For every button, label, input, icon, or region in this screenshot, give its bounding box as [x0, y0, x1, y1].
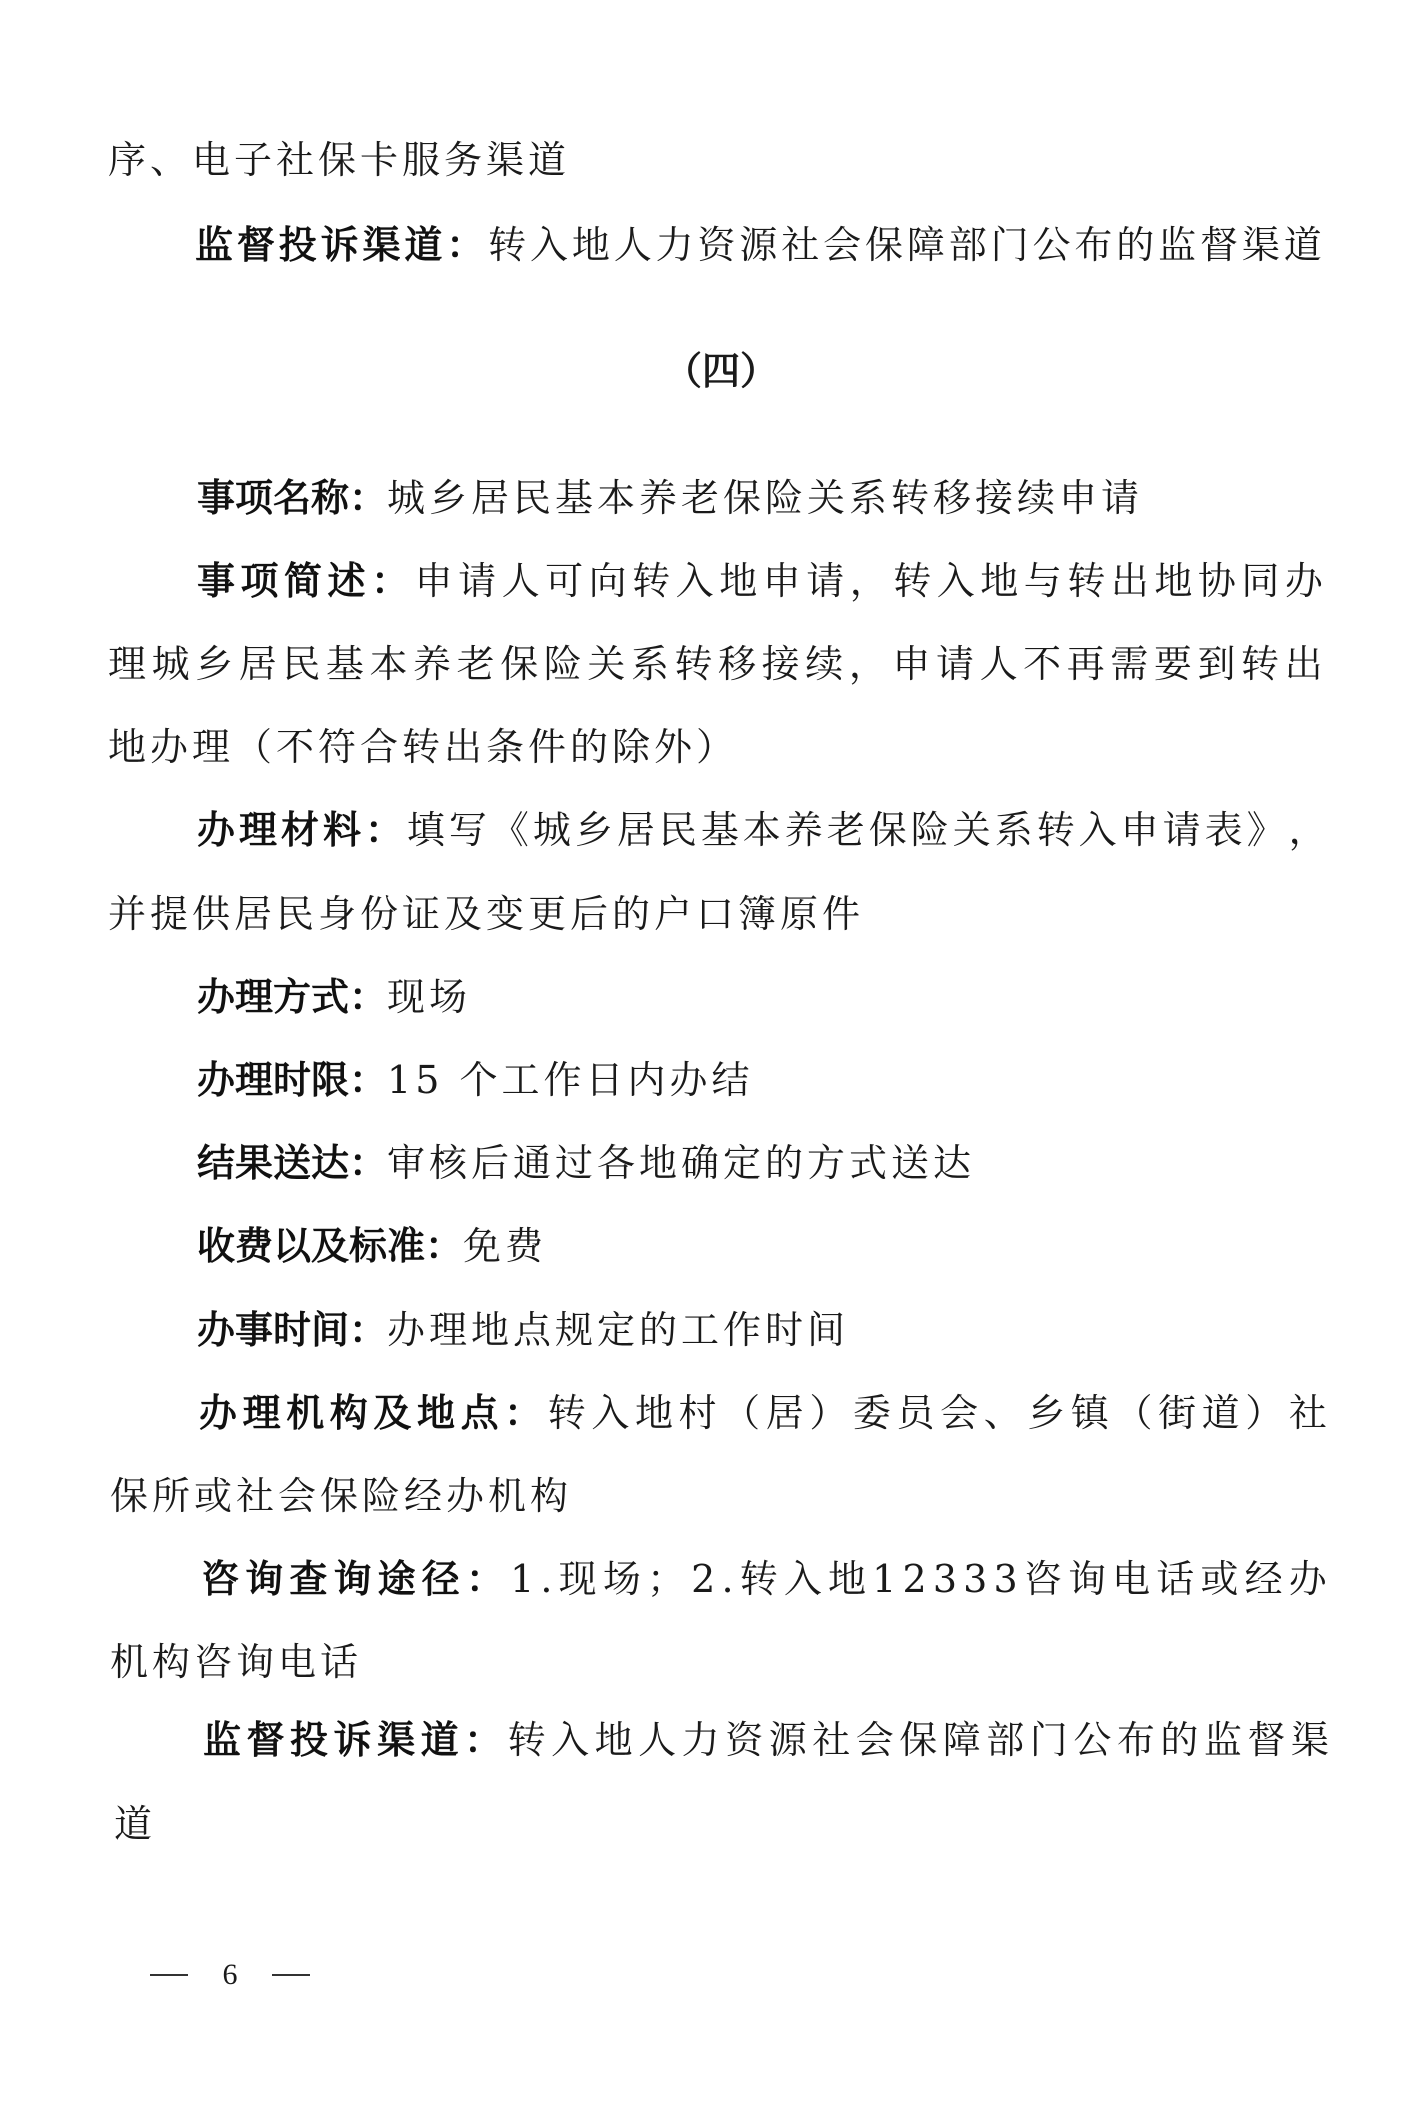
complaint-line-1-char: 入	[551, 1718, 590, 1762]
result-value: 审核后通过各地确定的方式送达	[387, 1141, 976, 1185]
complaint-line-1-char: 的	[1160, 1718, 1199, 1762]
agency-row	[199, 1389, 1327, 1437]
materials-line-1-char: 请	[1162, 808, 1201, 852]
summary-line-1-char: 同	[1241, 559, 1280, 603]
inquiry-line-1-char: 3	[963, 1557, 988, 1601]
fee-label: 收费以及标准：	[197, 1224, 464, 1268]
prev-supervision-value-char: 入	[530, 223, 569, 267]
prev-supervision-value-char: 转	[488, 223, 527, 267]
agency-line-1-char: 委	[852, 1391, 891, 1435]
agency-line-1-char: 镇	[1070, 1391, 1109, 1435]
summary-line-1-char: 向	[588, 559, 627, 603]
inquiry-line-1-char: 询	[1067, 1557, 1106, 1601]
continuation-text: 序、电子社保卡服务渠道	[108, 138, 571, 182]
summary-line-2-char: 本	[369, 642, 408, 686]
summary-line-2-char: 民	[282, 642, 321, 686]
complaint-line-1-char: 人	[638, 1718, 677, 1762]
summary-line-2-char: 不	[1023, 642, 1062, 686]
summary-line-2-char: 城	[151, 642, 190, 686]
summary-line-1-char: 与	[1023, 559, 1062, 603]
prev-supervision-value-char: 障	[906, 223, 945, 267]
summary-line-1-char: 请	[458, 559, 497, 603]
summary-row-2	[108, 640, 1323, 688]
materials-line-1-char: 乡	[574, 808, 613, 852]
summary-line-2-char: 保	[500, 642, 539, 686]
complaint-line-1-char: 门	[1029, 1718, 1068, 1762]
complaint-line-1-char: 监	[1203, 1718, 1242, 1762]
summary-label-char: 简	[284, 559, 323, 603]
materials-line-1-char: 》	[1246, 808, 1285, 852]
agency-row-2	[110, 1472, 572, 1520]
inquiry-line-1-char: ；	[646, 1557, 685, 1601]
agency-line-1-char: 地	[634, 1391, 673, 1435]
complaint-line-1-char: 部	[986, 1718, 1025, 1762]
summary-line-2-char: 再	[1066, 642, 1105, 686]
complaint-line-1-char: 源	[768, 1718, 807, 1762]
inquiry-line-1-char: 电	[1112, 1557, 1151, 1601]
fee-value: 免费	[463, 1224, 548, 1268]
agency-label-char: 地	[416, 1391, 455, 1435]
inquiry-label-char: 询	[245, 1557, 284, 1601]
agency-line-1-char: 员	[896, 1391, 935, 1435]
agency-line-1-char: （	[722, 1391, 761, 1435]
summary-row-3	[108, 723, 738, 771]
materials-line-1-char: 居	[616, 808, 655, 852]
summary-line-2-char: 转	[674, 642, 713, 686]
summary-line-1-char: 申	[762, 559, 801, 603]
inquiry-row-2	[110, 1638, 362, 1686]
prev-supervision-value-char: 地	[571, 223, 610, 267]
materials-line-1-char: 老	[826, 808, 865, 852]
inquiry-label-char: 途	[377, 1557, 416, 1601]
complaint-line-1-char: 渠	[1290, 1718, 1329, 1762]
materials-line-1-char: ，	[1288, 808, 1327, 852]
prev-supervision-value-char: 监	[1158, 223, 1197, 267]
summary-line-2-char: 请	[935, 642, 974, 686]
agency-line-1-char: 乡	[1027, 1391, 1066, 1435]
inquiry-line-1-char: 2	[691, 1557, 716, 1601]
fee-row	[197, 1222, 547, 1270]
materials-line-1-char: 本	[742, 808, 781, 852]
complaint-line-1-char: 资	[725, 1718, 764, 1762]
materials-line-1-char: 关	[952, 808, 991, 852]
item-name-label: 事项名称：	[197, 476, 388, 520]
continuation-line	[108, 136, 570, 184]
prev-supervision-label-char: 渠	[362, 223, 401, 267]
summary-line-2-char: 老	[456, 642, 495, 686]
inquiry-label-char: 查	[289, 1557, 328, 1601]
inquiry-line-1-char: 3	[932, 1557, 957, 1601]
summary-line-2-char: 移	[718, 642, 757, 686]
section-heading: （四）	[664, 349, 779, 393]
summary-line-2-char: 转	[1241, 642, 1280, 686]
prev-supervision-label-char: 投	[278, 223, 317, 267]
agency-line-1-char: 道	[1201, 1391, 1240, 1435]
complaint-row-2	[114, 1800, 152, 1848]
agency-line-1-char: 转	[547, 1391, 586, 1435]
materials-line-1-char: 填	[406, 808, 445, 852]
materials-row-2	[108, 890, 864, 938]
summary-line-2-char: 系	[630, 642, 669, 686]
summary-line-2-char: 到	[1197, 642, 1236, 686]
summary-label-char: 项	[240, 559, 279, 603]
item-name-value: 城乡居民基本养老保险关系转移接续申请	[387, 476, 1144, 520]
prev-supervision-value-char: 道	[1283, 223, 1322, 267]
materials-line-2: 并提供居民身份证及变更后的户口簿原件	[108, 892, 865, 936]
materials-line-1-char: 险	[910, 808, 949, 852]
complaint-label-char: 渠	[377, 1718, 416, 1762]
prev-supervision-value-char: 的	[1116, 223, 1155, 267]
inquiry-line-1-char: 地	[828, 1557, 867, 1601]
materials-line-1-char: 入	[1078, 808, 1117, 852]
hours-value: 办理地点规定的工作时间	[387, 1308, 850, 1352]
summary-line-1-char: 请	[806, 559, 845, 603]
complaint-line-1-char: 布	[1116, 1718, 1155, 1762]
result-label: 结果送达：	[197, 1141, 388, 1185]
inquiry-line-1-char: 入	[783, 1557, 822, 1601]
inquiry-row	[201, 1555, 1327, 1603]
summary-line-2-char: 接	[761, 642, 800, 686]
summary-line-2-char: 续	[805, 642, 844, 686]
complaint-row	[203, 1716, 1329, 1764]
summary-line-2-char: 居	[238, 642, 277, 686]
materials-line-1-char: 写	[448, 808, 487, 852]
inquiry-line-1-char: 办	[1288, 1557, 1327, 1601]
time-limit-value: 15 个工作日内办结	[387, 1058, 754, 1102]
summary-line-1-char: 协	[1197, 559, 1236, 603]
prev-supervision-row	[195, 221, 1322, 269]
inquiry-line-2: 机构咨询电话	[110, 1640, 363, 1684]
materials-line-1-char: 系	[994, 808, 1033, 852]
prev-supervision-value-char: 会	[823, 223, 862, 267]
inquiry-line-1-char: .	[721, 1557, 734, 1601]
complaint-label-char: ：	[464, 1718, 503, 1762]
complaint-line-1-char: 会	[855, 1718, 894, 1762]
summary-line-2-char: 人	[979, 642, 1018, 686]
complaint-label-char: 投	[290, 1718, 329, 1762]
materials-line-1-char: 养	[784, 808, 823, 852]
hours-label: 办事时间：	[197, 1308, 388, 1352]
prev-supervision-value-char: 部	[948, 223, 987, 267]
page-dash-right	[272, 1974, 310, 1976]
agency-line-1-char: 入	[591, 1391, 630, 1435]
materials-line-1-char: 表	[1204, 808, 1243, 852]
materials-label-char: 办	[197, 808, 236, 852]
method-value: 现场	[387, 975, 472, 1019]
complaint-label-char: 道	[420, 1718, 459, 1762]
agency-line-1-char: ）	[809, 1391, 848, 1435]
summary-line-2-char: 出	[1284, 642, 1323, 686]
agency-line-1-char: 街	[1158, 1391, 1197, 1435]
complaint-line-1-char: 障	[942, 1718, 981, 1762]
summary-line-2-char: 关	[587, 642, 626, 686]
summary-line-2-char: 险	[543, 642, 582, 686]
summary-line-2-char: 乡	[195, 642, 234, 686]
time-limit-row	[197, 1056, 753, 1104]
agency-line-1-char: 会	[940, 1391, 979, 1435]
materials-line-1-char: 基	[700, 808, 739, 852]
summary-line-1-char: 办	[1284, 559, 1323, 603]
page-number-value: 6	[222, 1958, 238, 1991]
prev-supervision-label-char: 监	[195, 223, 234, 267]
prev-supervision-value-char: 渠	[1241, 223, 1280, 267]
page-number	[150, 1955, 310, 1995]
summary-line-1-char: 转	[893, 559, 932, 603]
time-limit-label: 办理时限：	[197, 1058, 388, 1102]
agency-label-char: 构	[329, 1391, 368, 1435]
materials-label-char: ：	[364, 808, 403, 852]
agency-label-char: 机	[286, 1391, 325, 1435]
complaint-line-2: 道	[114, 1802, 153, 1846]
materials-line-1-char: 保	[868, 808, 907, 852]
inquiry-line-1-char: 现	[558, 1557, 597, 1601]
agency-line-1-char: 社	[1288, 1391, 1327, 1435]
materials-line-1-char: 民	[658, 808, 697, 852]
inquiry-line-1-char: 1	[510, 1557, 535, 1601]
summary-line-2-char: 申	[892, 642, 931, 686]
inquiry-label-char: 咨	[201, 1557, 240, 1601]
inquiry-line-1-char: 1	[872, 1557, 897, 1601]
complaint-label-char: 监	[203, 1718, 242, 1762]
agency-label-char: 理	[242, 1391, 281, 1435]
complaint-line-1-char: 保	[899, 1718, 938, 1762]
materials-line-1-char: 《	[490, 808, 529, 852]
materials-line-1-char: 城	[532, 808, 571, 852]
materials-row	[197, 806, 1327, 854]
method-label: 办理方式：	[197, 975, 388, 1019]
inquiry-label-char: 径	[421, 1557, 460, 1601]
page-dash-left	[150, 1974, 188, 1976]
prev-supervision-value-char: 公	[1032, 223, 1071, 267]
summary-label-char: ：	[371, 559, 410, 603]
prev-supervision-value-char: 保	[865, 223, 904, 267]
inquiry-line-1-char: 经	[1244, 1557, 1283, 1601]
summary-line-2-char: 基	[325, 642, 364, 686]
summary-line-1-char: 地	[719, 559, 758, 603]
agency-line-1-char: 居	[765, 1391, 804, 1435]
hours-row	[197, 1306, 849, 1354]
summary-line-2-char: 养	[413, 642, 452, 686]
summary-row	[197, 557, 1323, 605]
inquiry-line-1-char: 场	[602, 1557, 641, 1601]
summary-line-1-char: 地	[980, 559, 1019, 603]
prev-supervision-label-char: 诉	[320, 223, 359, 267]
inquiry-line-1-char: 或	[1200, 1557, 1239, 1601]
complaint-line-1-char: 督	[1247, 1718, 1286, 1762]
agency-line-1-char: 村	[678, 1391, 717, 1435]
complaint-line-1-char: 社	[812, 1718, 851, 1762]
agency-line-1-char: （	[1114, 1391, 1153, 1435]
summary-line-1-char: ，	[849, 559, 888, 603]
inquiry-line-1-char: 2	[902, 1557, 927, 1601]
inquiry-label-char: 询	[333, 1557, 372, 1601]
prev-supervision-value-char: 布	[1074, 223, 1113, 267]
agency-line-1-char: 、	[983, 1391, 1022, 1435]
agency-label-char: 点	[460, 1391, 499, 1435]
summary-line-2-char: 理	[108, 642, 147, 686]
prev-supervision-value-char: 力	[655, 223, 694, 267]
materials-line-1-char: 转	[1036, 808, 1075, 852]
inquiry-line-1-char: 转	[739, 1557, 778, 1601]
prev-supervision-value-char: 源	[739, 223, 778, 267]
materials-label-char: 料	[322, 808, 361, 852]
summary-line-2-char: ，	[848, 642, 887, 686]
prev-supervision-label-char: 道	[404, 223, 443, 267]
prev-supervision-label-char: 督	[236, 223, 275, 267]
prev-supervision-value-char: 督	[1200, 223, 1239, 267]
summary-line-3: 地办理（不符合转出条件的除外）	[108, 725, 739, 769]
agency-line-2: 保所或社会保险经办机构	[110, 1474, 573, 1518]
prev-supervision-value-char: 门	[990, 223, 1029, 267]
complaint-line-1-char: 地	[594, 1718, 633, 1762]
agency-line-1-char: ）	[1245, 1391, 1284, 1435]
summary-line-2-char: 需	[1110, 642, 1149, 686]
materials-label-char: 理	[238, 808, 277, 852]
summary-line-1-char: 地	[1154, 559, 1193, 603]
summary-label-char: 事	[197, 559, 236, 603]
inquiry-line-1-char: 咨	[1023, 1557, 1062, 1601]
summary-line-1-char: 人	[501, 559, 540, 603]
summary-line-2-char: 要	[1153, 642, 1192, 686]
result-row	[197, 1139, 975, 1187]
summary-line-1-char: 入	[675, 559, 714, 603]
complaint-line-1-char: 转	[507, 1718, 546, 1762]
inquiry-line-1-char: 3	[993, 1557, 1018, 1601]
inquiry-line-1-char: 话	[1156, 1557, 1195, 1601]
inquiry-line-1-char: .	[540, 1557, 553, 1601]
item-name-row	[197, 474, 1143, 522]
summary-line-1-char: 可	[545, 559, 584, 603]
complaint-line-1-char: 公	[1073, 1718, 1112, 1762]
prev-supervision-value-char: 人	[613, 223, 652, 267]
agency-label-char: ：	[504, 1391, 543, 1435]
complaint-line-1-char: 力	[681, 1718, 720, 1762]
agency-label-char: 及	[373, 1391, 412, 1435]
method-row	[197, 973, 471, 1021]
summary-line-1-char: 申	[414, 559, 453, 603]
summary-line-1-char: 转	[632, 559, 671, 603]
prev-supervision-label-char: ：	[446, 223, 485, 267]
agency-label-char: 办	[199, 1391, 238, 1435]
prev-supervision-value-char: 社	[781, 223, 820, 267]
materials-line-1-char: 申	[1120, 808, 1159, 852]
prev-supervision-value-char: 资	[697, 223, 736, 267]
summary-label-char: 述	[327, 559, 366, 603]
summary-line-1-char: 入	[936, 559, 975, 603]
inquiry-label-char: ：	[465, 1557, 504, 1601]
materials-label-char: 材	[280, 808, 319, 852]
summary-line-1-char: 转	[1067, 559, 1106, 603]
complaint-label-char: 诉	[333, 1718, 372, 1762]
summary-line-1-char: 出	[1110, 559, 1149, 603]
complaint-label-char: 督	[246, 1718, 285, 1762]
